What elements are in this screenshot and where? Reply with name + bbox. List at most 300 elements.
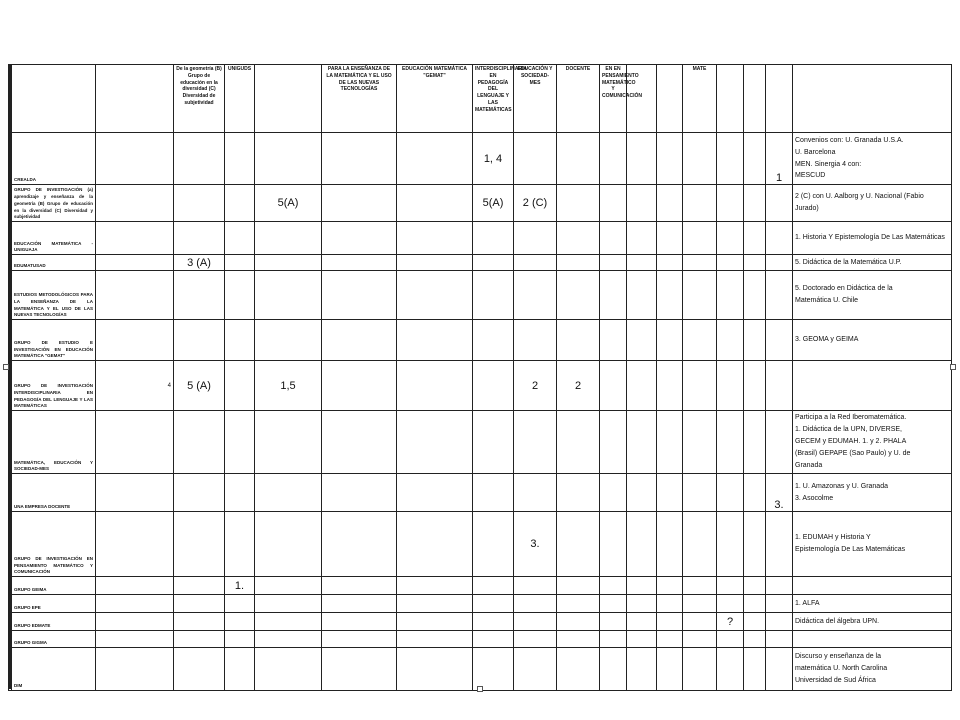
- observations-cell: [793, 613, 952, 631]
- value-cell: [627, 595, 657, 613]
- value-cell: [683, 631, 717, 648]
- value-cell: [657, 271, 683, 320]
- value-cell: [174, 595, 225, 613]
- resize-handle-left[interactable]: [3, 364, 9, 370]
- value-cell: [627, 631, 657, 648]
- value-cell: [600, 474, 627, 512]
- value-cell: [397, 133, 473, 185]
- value-cell: [627, 474, 657, 512]
- cell-value: 1: [775, 172, 783, 184]
- value-cell: [717, 577, 744, 595]
- value-cell: [766, 361, 793, 411]
- value-cell: [225, 577, 255, 595]
- value-cell: [683, 648, 717, 691]
- value-cell: [322, 320, 397, 361]
- group-name-cell: GRUPO DE INVESTIGACIÓN INTERDISCIPLINARIA EN PEDAGOGÍA DEL LENGUAJE Y LAS MATEMÁTICAS: [12, 361, 96, 411]
- value-cell: [473, 613, 514, 631]
- value-cell: [766, 648, 793, 691]
- value-cell: [514, 648, 557, 691]
- value-cell: [514, 133, 557, 185]
- value-cell: [225, 271, 255, 320]
- header-cell: EDUCACIÓN Y SOCIEDAD-MES: [514, 65, 557, 133]
- value-cell: [96, 361, 174, 411]
- header-cell: [12, 65, 96, 133]
- value-cell: [473, 361, 514, 411]
- observations-cell: [793, 512, 952, 577]
- value-cell: [397, 648, 473, 691]
- observations-cell: [793, 595, 952, 613]
- value-cell: [473, 271, 514, 320]
- value-cell: [657, 185, 683, 222]
- value-cell: [96, 133, 174, 185]
- cell-value: 3.: [774, 499, 784, 511]
- header-cell: [255, 65, 322, 133]
- value-cell: [397, 631, 473, 648]
- value-cell: [397, 474, 473, 512]
- observations-cell: [793, 361, 952, 411]
- observation-line: 3. GEOMA y GEIMA: [795, 336, 859, 344]
- value-cell: [255, 411, 322, 474]
- value-cell: [255, 648, 322, 691]
- value-cell: [657, 613, 683, 631]
- value-cell: [174, 320, 225, 361]
- value-cell: [514, 361, 557, 411]
- value-cell: [514, 474, 557, 512]
- value-cell: [600, 595, 627, 613]
- header-cell: EDUCACIÓN MATEMÁTICA "GEMAT": [397, 65, 473, 133]
- value-cell: [600, 631, 627, 648]
- value-cell: [96, 185, 174, 222]
- value-cell: [627, 613, 657, 631]
- value-cell: [322, 474, 397, 512]
- observations-cell: [793, 222, 952, 255]
- value-cell: [557, 320, 600, 361]
- value-cell: [255, 185, 322, 222]
- value-cell: [600, 185, 627, 222]
- value-cell: [473, 631, 514, 648]
- value-cell: [627, 185, 657, 222]
- value-cell: [627, 320, 657, 361]
- cell-value: 3.: [530, 538, 540, 550]
- value-cell: [322, 512, 397, 577]
- value-cell: [514, 613, 557, 631]
- value-cell: [225, 512, 255, 577]
- table-row: [9, 648, 952, 691]
- value-cell: [557, 411, 600, 474]
- header-cell: INTERDISCIPLINARIA EN PEDAGOGÍA DEL LENGUAJE Y LAS MATEMÁTICAS: [473, 65, 514, 133]
- header-row: [9, 65, 952, 133]
- header-cell: EN EN PENSAMIENTO MATEMÁTICO Y COMUNICACIÓN: [600, 65, 627, 133]
- value-cell: [255, 361, 322, 411]
- value-cell: [514, 595, 557, 613]
- value-cell: [683, 613, 717, 631]
- value-cell: [766, 411, 793, 474]
- table-row: [9, 512, 952, 577]
- value-cell: [717, 613, 744, 631]
- value-cell: [657, 474, 683, 512]
- value-cell: [174, 648, 225, 691]
- value-cell: [717, 474, 744, 512]
- value-cell: [96, 631, 174, 648]
- cell-value: 5(A): [277, 197, 299, 209]
- value-cell: [766, 222, 793, 255]
- observation-line: Granada: [795, 461, 823, 469]
- value-cell: [744, 631, 766, 648]
- value-cell: [627, 512, 657, 577]
- value-cell: [744, 577, 766, 595]
- value-cell: [600, 613, 627, 631]
- value-cell: [744, 512, 766, 577]
- value-cell: [766, 474, 793, 512]
- value-cell: [744, 133, 766, 185]
- table-row: [9, 320, 952, 361]
- header-cell: De la geometría (B) Grupo de educación en la diversidad (C) Diversidad de subjetividad: [174, 65, 225, 133]
- cell-value: 1,5: [280, 379, 296, 392]
- observation-line: Didáctica del álgebra UPN.: [795, 617, 880, 625]
- table-row: [9, 411, 952, 474]
- observations-cell: [793, 631, 952, 648]
- observation-line: 2 (C) con U. Aalborg y U. Nacional (Fabio Jurado): [795, 193, 924, 212]
- observation-line: Discurso y enseñanza de la: [795, 653, 881, 661]
- value-cell: [557, 361, 600, 411]
- value-cell: [255, 133, 322, 185]
- value-cell: [766, 320, 793, 361]
- group-name-cell: EDUCACIÓN MATEMÁTICA - UNIGUAJA: [12, 222, 96, 255]
- value-cell: [397, 271, 473, 320]
- value-cell: [657, 320, 683, 361]
- cell-value: 1.: [234, 579, 245, 592]
- value-cell: [255, 271, 322, 320]
- value-cell: [96, 595, 174, 613]
- value-cell: [717, 361, 744, 411]
- value-cell: [473, 222, 514, 255]
- value-cell: [600, 648, 627, 691]
- value-cell: [766, 255, 793, 271]
- observations-cell: [793, 411, 952, 474]
- value-cell: [225, 474, 255, 512]
- value-cell: [397, 361, 473, 411]
- spreadsheet-page: [8, 64, 951, 689]
- value-cell: [744, 320, 766, 361]
- value-cell: [600, 133, 627, 185]
- value-cell: [174, 512, 225, 577]
- value-cell: [657, 411, 683, 474]
- observation-line: 1. Historia Y Epistemología De Las Matemáticas: [795, 234, 945, 242]
- table-row: [9, 595, 952, 613]
- observations-cell: [793, 271, 952, 320]
- value-cell: [683, 320, 717, 361]
- value-cell: [473, 648, 514, 691]
- value-cell: [174, 271, 225, 320]
- value-cell: [627, 577, 657, 595]
- value-cell: [225, 133, 255, 185]
- value-cell: [174, 185, 225, 222]
- value-cell: [322, 411, 397, 474]
- observation-line: 3. Asocolme: [795, 494, 834, 502]
- value-cell: [744, 648, 766, 691]
- table-row: [9, 222, 952, 255]
- table-row: [9, 631, 952, 648]
- value-cell: [683, 222, 717, 255]
- value-cell: [766, 512, 793, 577]
- value-cell: [744, 222, 766, 255]
- value-cell: [255, 222, 322, 255]
- value-cell: [657, 361, 683, 411]
- value-cell: [600, 222, 627, 255]
- value-cell: [397, 577, 473, 595]
- value-cell: [225, 361, 255, 411]
- value-cell: [717, 631, 744, 648]
- value-cell: [744, 411, 766, 474]
- table-row: [9, 133, 952, 185]
- value-cell: [657, 648, 683, 691]
- value-cell: [557, 595, 600, 613]
- group-name-cell: GRUPO DE ESTUDIO E INVESTIGACIÓN EN EDUCACIÓN MATEMÁTICA "GEMAT": [12, 320, 96, 361]
- value-cell: [255, 512, 322, 577]
- cell-value: 2 (C): [522, 197, 548, 209]
- value-cell: [225, 648, 255, 691]
- value-cell: [766, 595, 793, 613]
- value-cell: [96, 271, 174, 320]
- value-cell: [600, 271, 627, 320]
- value-cell: [744, 255, 766, 271]
- table-row: [9, 255, 952, 271]
- value-cell: [717, 512, 744, 577]
- cell-value: 5 (A): [187, 379, 211, 392]
- value-cell: [96, 255, 174, 271]
- value-cell: [96, 648, 174, 691]
- cell-value: 5(A): [482, 197, 504, 209]
- value-cell: [96, 320, 174, 361]
- value-cell: [96, 577, 174, 595]
- group-name-cell: GRUPO DE INVESTIGACIÓN EN PENSAMIENTO MATEMÁTICO Y COMUNICACIÓN: [12, 512, 96, 577]
- observations-cell: [793, 133, 952, 185]
- observation-line: GECEM y EDUMAH. 1. y 2. PHALA: [795, 438, 907, 446]
- value-cell: [225, 320, 255, 361]
- value-cell: [557, 577, 600, 595]
- value-cell: [766, 133, 793, 185]
- left-thick-border: [8, 64, 11, 689]
- observation-line: 1. EDUMAH y Historia Y: [795, 534, 871, 542]
- value-cell: [322, 271, 397, 320]
- value-cell: [322, 577, 397, 595]
- group-name-cell: MATEMÁTICA, EDUCACIÓN Y SOCIEDAD-MES: [12, 411, 96, 474]
- value-cell: [514, 512, 557, 577]
- observation-line: MEN. Sinergia 4 con:: [795, 160, 862, 168]
- value-cell: [514, 185, 557, 222]
- value-cell: [96, 411, 174, 474]
- observation-line: 5. Didáctica de la Matemática U.P.: [795, 258, 902, 266]
- value-cell: [322, 185, 397, 222]
- value-cell: [322, 133, 397, 185]
- observation-line: Matemática U. Chile: [795, 297, 859, 304]
- value-cell: [766, 577, 793, 595]
- value-cell: [627, 361, 657, 411]
- value-cell: [397, 185, 473, 222]
- value-cell: [627, 648, 657, 691]
- header-cell: [657, 65, 683, 133]
- value-cell: [473, 255, 514, 271]
- value-cell: [744, 595, 766, 613]
- value-cell: [683, 185, 717, 222]
- observation-line: Convenios con: U. Granada U.S.A.: [795, 136, 904, 144]
- resize-handle-bottom[interactable]: [477, 686, 483, 692]
- header-cell: [793, 65, 952, 133]
- cell-value: 1, 4: [483, 152, 503, 165]
- value-cell: [397, 320, 473, 361]
- table-row: [9, 474, 952, 512]
- value-cell: [717, 271, 744, 320]
- value-cell: [397, 222, 473, 255]
- group-name-cell: DIM: [12, 648, 96, 691]
- value-cell: [322, 361, 397, 411]
- value-cell: [473, 474, 514, 512]
- value-cell: [322, 222, 397, 255]
- value-cell: [514, 271, 557, 320]
- header-cell: [766, 65, 793, 133]
- value-cell: [174, 222, 225, 255]
- value-cell: [557, 185, 600, 222]
- value-cell: [657, 512, 683, 577]
- value-cell: [627, 411, 657, 474]
- value-cell: [557, 474, 600, 512]
- observation-line: Epistemología De Las Matemáticas: [795, 546, 906, 553]
- value-cell: [657, 255, 683, 271]
- value-cell: [473, 185, 514, 222]
- value-cell: [744, 613, 766, 631]
- value-cell: [600, 320, 627, 361]
- value-cell: [225, 255, 255, 271]
- value-cell: [657, 133, 683, 185]
- header-cell: MATE: [683, 65, 717, 133]
- value-cell: [600, 255, 627, 271]
- header-cell: [744, 65, 766, 133]
- value-cell: [683, 474, 717, 512]
- value-cell: [255, 631, 322, 648]
- observation-line: 1. U. Amazonas y U. Granada: [795, 482, 888, 490]
- value-cell: [766, 271, 793, 320]
- value-cell: [683, 411, 717, 474]
- value-cell: [717, 320, 744, 361]
- value-cell: [717, 648, 744, 691]
- header-cell: DOCENTE: [557, 65, 600, 133]
- value-cell: [514, 411, 557, 474]
- value-cell: [96, 474, 174, 512]
- value-cell: [255, 320, 322, 361]
- value-cell: [473, 133, 514, 185]
- value-cell: [255, 255, 322, 271]
- value-cell: [174, 255, 225, 271]
- group-name-cell: GRUPO DE INVESTIGACIÓN (a) aprendizaje y enseñanza de la geometría (B) Grupo de educación en la diversidad (C) Diversidad y subjetividad: [12, 185, 96, 222]
- value-cell: [683, 361, 717, 411]
- observations-cell: [793, 320, 952, 361]
- value-cell: [657, 595, 683, 613]
- value-cell: [397, 613, 473, 631]
- value-cell: [557, 512, 600, 577]
- value-cell: [514, 577, 557, 595]
- value-cell: [255, 474, 322, 512]
- value-cell: [514, 631, 557, 648]
- value-cell: [683, 595, 717, 613]
- value-cell: [657, 577, 683, 595]
- header-cell: [717, 65, 744, 133]
- value-cell: [766, 631, 793, 648]
- value-cell: [397, 255, 473, 271]
- value-cell: [683, 255, 717, 271]
- value-cell: [174, 133, 225, 185]
- value-cell: [473, 577, 514, 595]
- value-cell: [627, 133, 657, 185]
- value-cell: [657, 222, 683, 255]
- group-name-cell: EDUMATUSAD: [12, 255, 96, 271]
- cell-value: 2: [531, 379, 539, 392]
- value-cell: [225, 631, 255, 648]
- value-cell: [255, 577, 322, 595]
- value-cell: [174, 474, 225, 512]
- header-cell: [96, 65, 174, 133]
- value-cell: [600, 512, 627, 577]
- value-cell: [627, 222, 657, 255]
- value-cell: [96, 222, 174, 255]
- group-name-cell: ESTUDIOS METODOLÓGICOS PARA LA ENSEÑANZA DE LA MATEMÁTICA Y EL USO DE LAS NUEVAS TECNOLOGÍAS: [12, 271, 96, 320]
- value-cell: [225, 613, 255, 631]
- value-cell: [600, 577, 627, 595]
- observations-cell: [793, 577, 952, 595]
- value-cell: [744, 185, 766, 222]
- value-cell: [600, 411, 627, 474]
- value-cell: [627, 255, 657, 271]
- observation-line: Participa a la Red Iberomatemática.: [795, 414, 907, 422]
- value-cell: [473, 320, 514, 361]
- value-cell: [397, 595, 473, 613]
- observation-line: 5. Doctorado en Didáctica de la: [795, 285, 893, 293]
- value-cell: [557, 133, 600, 185]
- value-cell: [96, 613, 174, 631]
- group-name-cell: GRUPO GIGMA: [12, 631, 96, 648]
- value-cell: [557, 648, 600, 691]
- value-cell: [717, 133, 744, 185]
- resize-handle-right[interactable]: [950, 364, 956, 370]
- value-cell: [717, 595, 744, 613]
- value-cell: [766, 185, 793, 222]
- value-cell: [683, 271, 717, 320]
- observation-line: 1. Didáctica de la UPN, DIVERSE,: [795, 426, 902, 434]
- cell-value: 3 (A): [187, 256, 211, 269]
- value-cell: [225, 411, 255, 474]
- value-cell: [514, 255, 557, 271]
- value-cell: [514, 320, 557, 361]
- group-name-cell: UNA EMPRESA DOCENTE: [12, 474, 96, 512]
- value-cell: [322, 631, 397, 648]
- value-cell: [557, 271, 600, 320]
- value-cell: [717, 185, 744, 222]
- value-cell: [627, 271, 657, 320]
- observations-cell: [793, 255, 952, 271]
- value-cell: [322, 613, 397, 631]
- header-cell: UNIGUDS: [225, 65, 255, 133]
- value-cell: [557, 255, 600, 271]
- observation-line: matemática U. North Carolina: [795, 665, 888, 673]
- table-row: [9, 271, 952, 320]
- value-cell: [473, 595, 514, 613]
- cell-value: ?: [726, 615, 734, 628]
- table-row: [9, 185, 952, 222]
- value-cell: [225, 595, 255, 613]
- value-cell: [473, 512, 514, 577]
- observation-line: Universidad de Sud África: [795, 676, 876, 684]
- value-cell: [744, 271, 766, 320]
- value-cell: [744, 361, 766, 411]
